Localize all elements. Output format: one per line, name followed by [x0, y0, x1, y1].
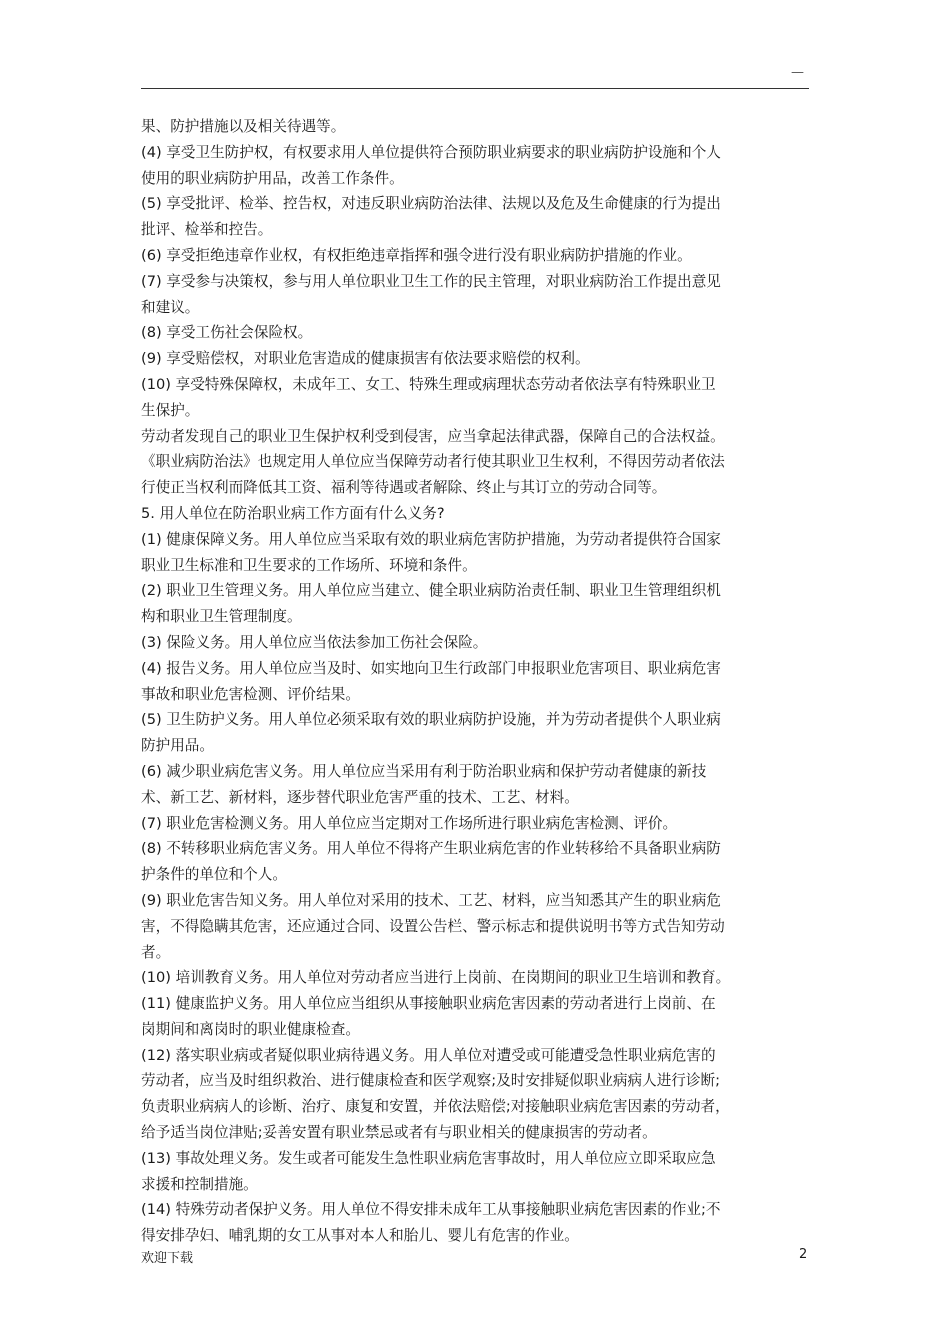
- body-line: 批评、检举和控告。: [141, 221, 273, 239]
- body-line: 生保护。: [141, 401, 200, 419]
- body-line: (7) 职业危害检测义务。用人单位应当定期对工作场所进行职业病危害检测、评价。: [141, 814, 678, 832]
- body-line: (2) 职业卫生管理义务。用人单位应当建立、健全职业病防治责任制、职业卫生管理组织机: [141, 582, 721, 600]
- section-heading: 5. 用人单位在防治职业病工作方面有什么义务?: [141, 504, 445, 522]
- body-line: 者。: [141, 943, 171, 961]
- body-line: (3) 保险义务。用人单位应当依法参加工伤社会保险。: [141, 633, 488, 651]
- body-line: 害，不得隐瞒其危害，还应通过合同、设置公告栏、警示标志和提供说明书等方式告知劳动: [141, 917, 725, 935]
- body-line: (9) 享受赔偿权，对职业危害造成的健康损害有依法要求赔偿的权利。: [141, 350, 590, 368]
- body-line: (7) 享受参与决策权，参与用人单位职业卫生工作的民主管理，对职业病防治工作提出意见: [141, 272, 721, 290]
- body-line: 求援和控制措施。: [141, 1175, 258, 1193]
- body-line: (6) 减少职业病危害义务。用人单位应当采用有利于防治职业病和保护劳动者健康的新技: [141, 762, 707, 780]
- body-line: 护条件的单位和个人。: [141, 866, 287, 884]
- footer-text: 欢迎下载: [141, 1251, 194, 1266]
- body-line: (13) 事故处理义务。发生或者可能发生急性职业病危害事故时，用人单位应立即采取应急: [141, 1149, 716, 1167]
- body-line: (9) 职业危害告知义务。用人单位对采用的技术、工艺、材料，应当知悉其产生的职业病危: [141, 891, 721, 909]
- body-line: 防护用品。: [141, 737, 214, 755]
- body-line: (5) 享受批评、检举、控告权，对违反职业病防治法律、法规以及危及生命健康的行为提出: [141, 195, 721, 213]
- body-line: 负责职业病病人的诊断、治疗、康复和安置，并依法赔偿;对接触职业病危害因素的劳动者，: [141, 1098, 730, 1116]
- body-line: (12) 落实职业病或者疑似职业病待遇义务。用人单位对遭受或可能遭受急性职业病危害的: [141, 1046, 716, 1064]
- body-line: (8) 不转移职业病危害义务。用人单位不得将产生职业病危害的作业转移给不具备职业病防: [141, 840, 721, 858]
- body-line: 得安排孕妇、哺乳期的女工从事对本人和胎儿、婴儿有危害的作业。: [141, 1227, 579, 1245]
- body-line: (11) 健康监护义务。用人单位应当组织从事接触职业病危害因素的劳动者进行上岗前、在: [141, 995, 716, 1013]
- body-line: 事故和职业危害检测、评价结果。: [141, 685, 360, 703]
- body-line: 果、防护措施以及相关待遇等。: [141, 118, 346, 135]
- body-line: 使用的职业病防护用品，改善工作条件。: [141, 169, 404, 187]
- body-line: (10) 培训教育义务。用人单位对劳动者应当进行上岗前、在岗期间的职业卫生培训和教育。: [141, 969, 731, 987]
- body-line: 岗期间和离岗时的职业健康检查。: [141, 1020, 360, 1038]
- body-line: 给予适当岗位津贴;妥善安置有职业禁忌或者有与职业相关的健康损害的劳动者。: [141, 1124, 657, 1142]
- body-line: (5) 卫生防护义务。用人单位必须采取有效的职业病防护设施，并为劳动者提供个人职业病: [141, 711, 721, 729]
- body-line: 劳动者，应当及时组织救治、进行健康检查和医学观察;及时安排疑似职业病病人进行诊断;: [141, 1072, 720, 1090]
- body-line: (1) 健康保障义务。用人单位应当采取有效的职业病危害防护措施，为劳动者提供符合国家: [141, 530, 721, 548]
- body-line: (10) 享受特殊保障权，未成年工、女工、特殊生理或病理状态劳动者依法享有特殊职业卫: [141, 375, 716, 393]
- body-line: 术、新工艺、新材料，逐步替代职业危害严重的技术、工艺、材料。: [141, 788, 579, 806]
- body-line: 和建议。: [141, 298, 200, 316]
- body-line: 劳动者发现自己的职业卫生保护权利受到侵害，应当拿起法律武器，保障自己的合法权益。: [141, 427, 725, 445]
- body-line: 行使正当权利而降低其工资、福利等待遇或者解除、终止与其订立的劳动合同等。: [141, 479, 667, 497]
- document-body: [141, 114, 813, 1249]
- body-line: (6) 享受拒绝违章作业权，有权拒绝违章指挥和强令进行没有职业病防护措施的作业。: [141, 246, 692, 264]
- body-line: 《职业病防治法》也规定用人单位应当保障劳动者行使其职业卫生权利，不得因劳动者依法: [141, 453, 725, 471]
- header-rule: [141, 88, 809, 89]
- body-line: (4) 享受卫生防护权，有权要求用人单位提供符合预防职业病要求的职业病防护设施和个人: [141, 143, 721, 161]
- body-line: (4) 报告义务。用人单位应当及时、如实地向卫生行政部门申报职业危害项目、职业病危害: [141, 659, 721, 677]
- page-number: 2: [799, 1247, 808, 1262]
- body-line: (14) 特殊劳动者保护义务。用人单位不得安排未成年工从事接触职业病危害因素的作业;不: [141, 1201, 721, 1219]
- header-mark: —: [791, 65, 804, 80]
- body-line: 职业卫生标准和卫生要求的工作场所、环境和条件。: [141, 556, 477, 574]
- body-line: 构和职业卫生管理制度。: [141, 608, 302, 626]
- body-line: (8) 享受工伤社会保险权。: [141, 324, 313, 342]
